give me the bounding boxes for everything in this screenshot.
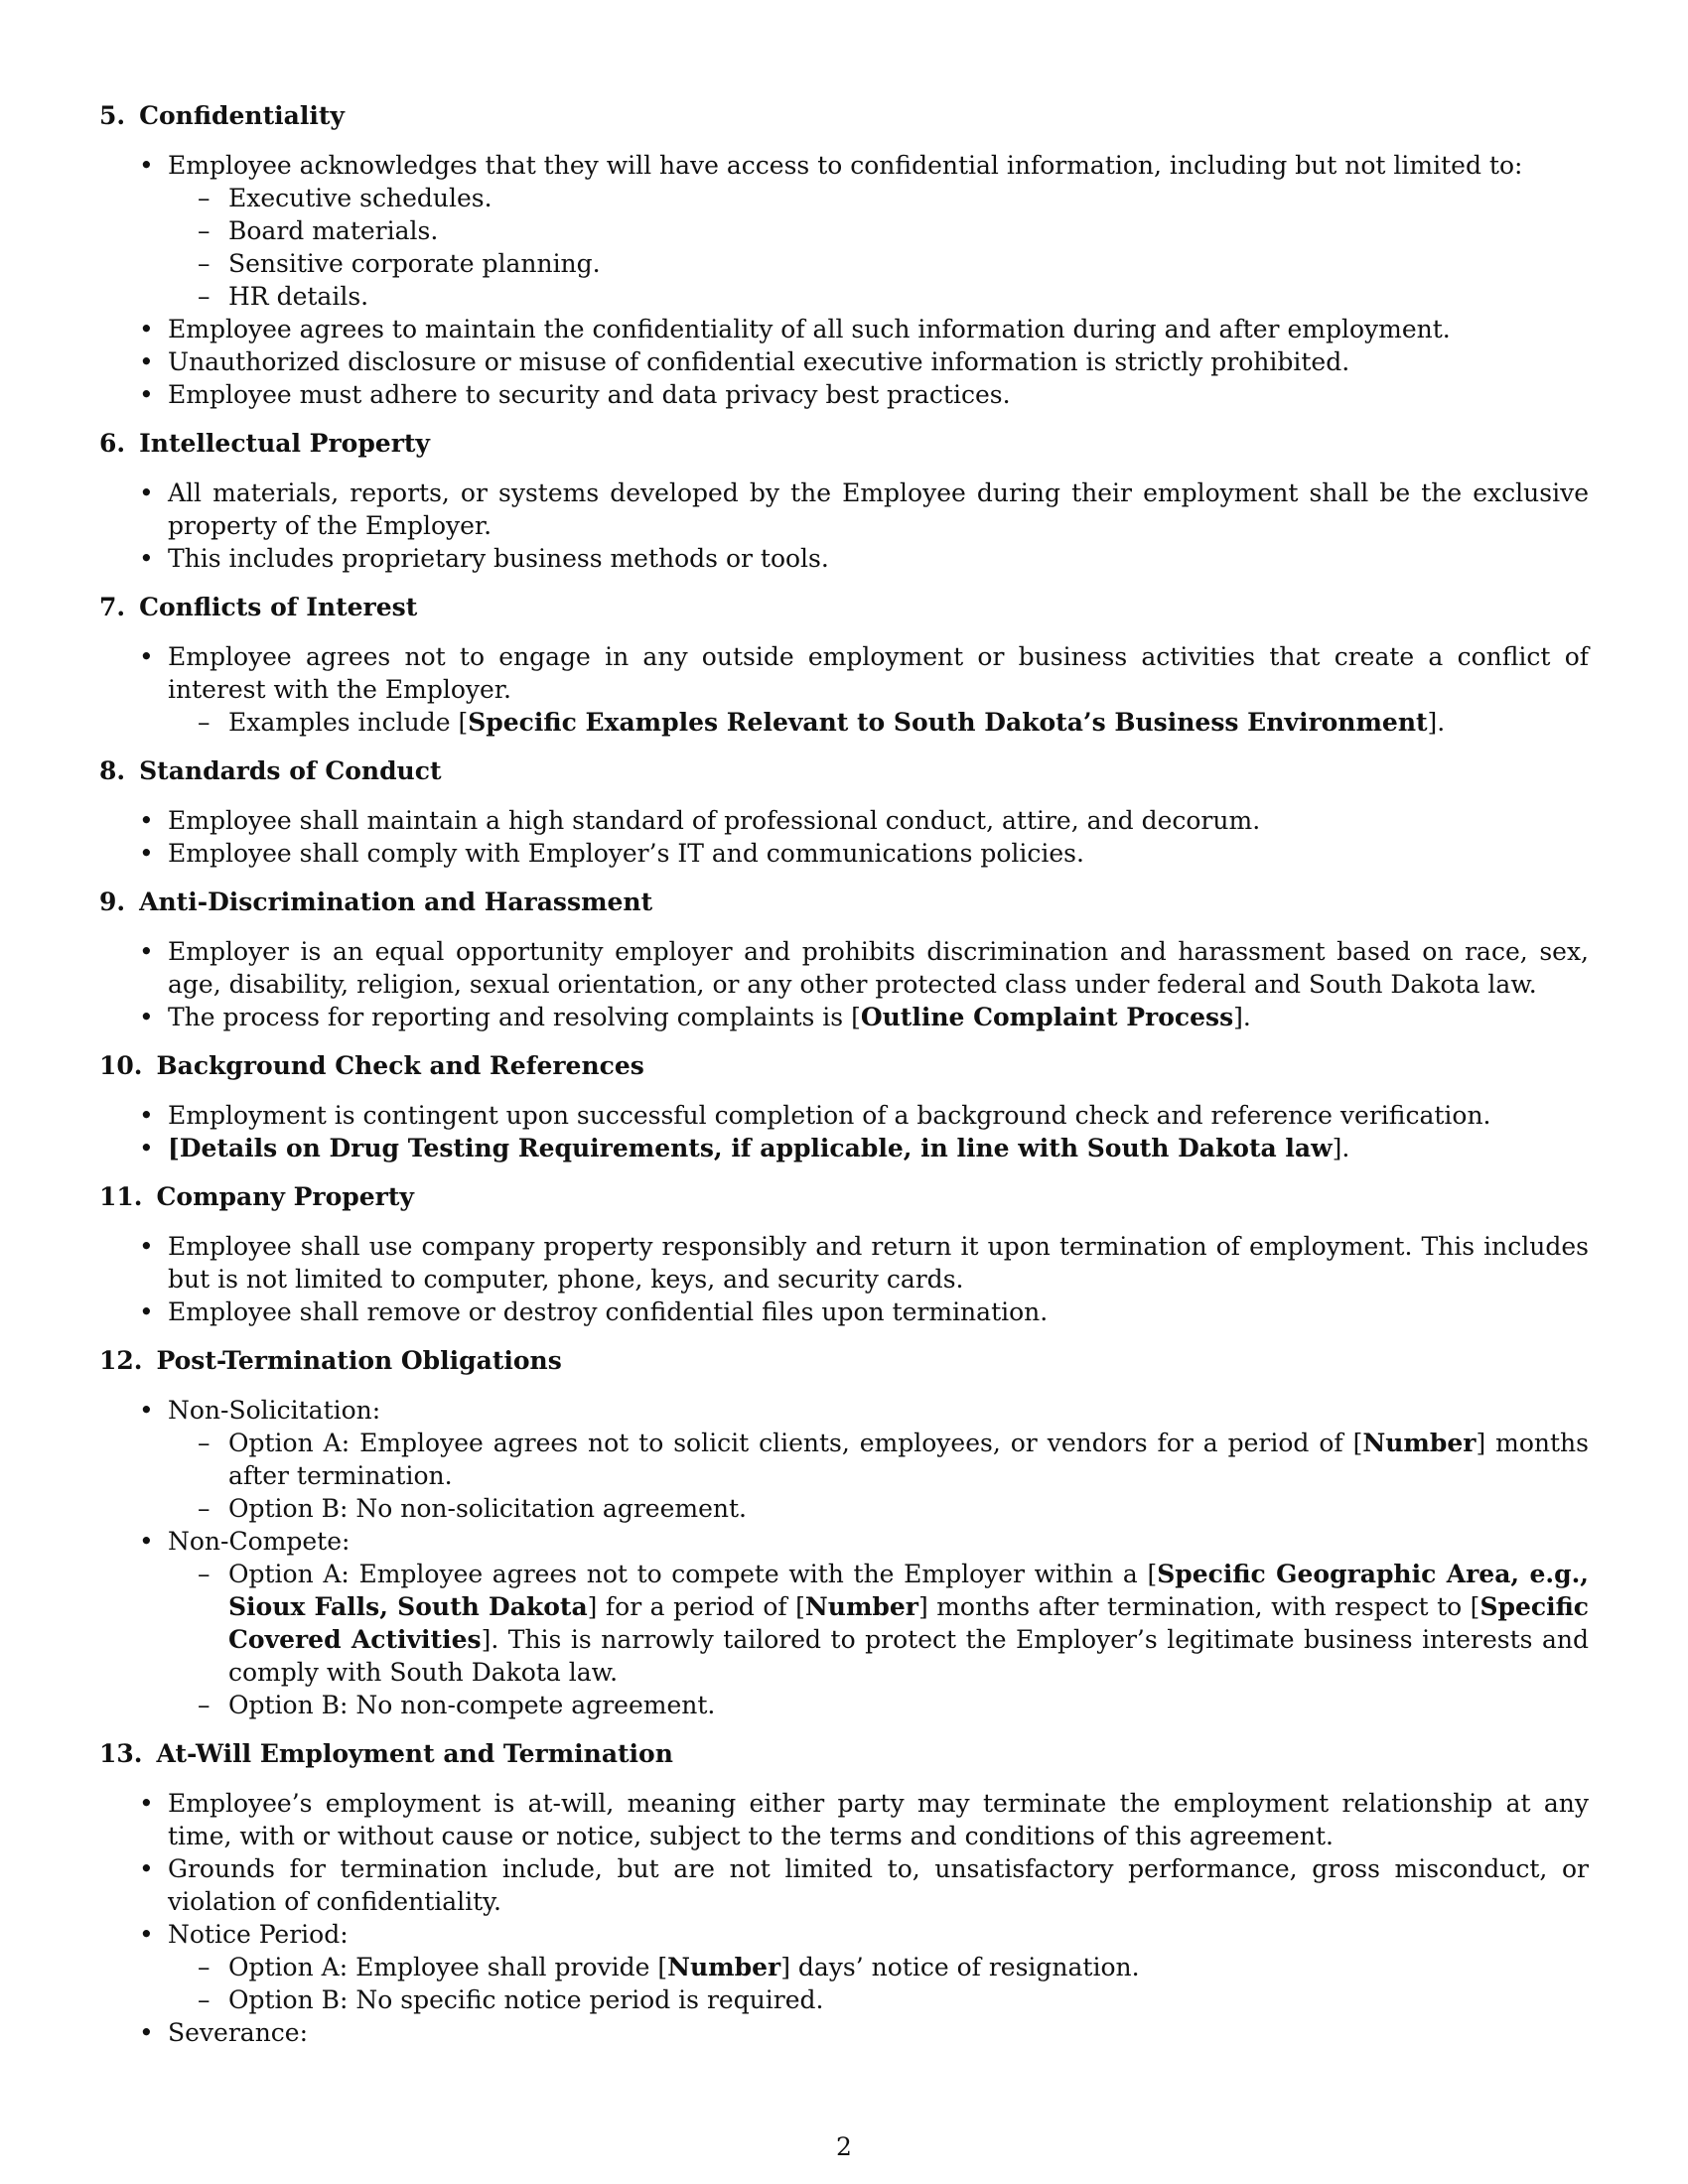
placeholder-text: Number [667, 1953, 781, 1981]
bullet-list [99, 1099, 1589, 1164]
list-item: • Employee’s employment is at-will, meaning either party may terminate the employment relationship at any time, with or without cause or notice, subject to the terms and conditions of this agreement. [99, 1787, 1589, 1852]
sub-item: – Option B: No specific notice period is required. [168, 1983, 1589, 2016]
list-item: • This includes proprietary business methods or tools. [99, 542, 1589, 575]
bullet-list [99, 1230, 1589, 1328]
section-intellectual-property [99, 427, 1589, 575]
sub-item: – Sensitive corporate planning. [168, 247, 1589, 280]
section-number: 9. [99, 887, 126, 916]
sub-item-text: Option A: Employee shall provide [ [228, 1953, 668, 1981]
section-number: 11. [99, 1182, 143, 1211]
sub-item [168, 1558, 1589, 1689]
placeholder-text: Details on Drug Testing Requirements, if applicable, in line with South Dakota law [179, 1134, 1333, 1162]
section-title: Intellectual Property [139, 429, 430, 458]
list-item [99, 640, 1589, 739]
list-item: • Employee shall remove or destroy confidential files upon termination. [99, 1296, 1589, 1328]
placeholder-text: Outline Complaint Process [860, 1003, 1234, 1031]
section-at-will-employment [99, 1737, 1589, 2049]
section-heading [99, 886, 1589, 918]
list-item [99, 1132, 1589, 1164]
section-number: 10. [99, 1051, 143, 1080]
list-item: • Grounds for termination include, but are not limited to, unsatisfactory performance, gross misconduct, or violation of confidentiality. [99, 1852, 1589, 1918]
sub-item: – HR details. [168, 280, 1589, 313]
section-heading [99, 99, 1589, 132]
section-title: At-Will Employment and Termination [156, 1739, 673, 1768]
section-anti-discrimination [99, 886, 1589, 1033]
section-heading [99, 754, 1589, 787]
document-page [99, 99, 1589, 2065]
sub-item: – Board materials. [168, 214, 1589, 247]
item-text: ]. [1332, 1134, 1350, 1162]
section-number: 13. [99, 1739, 143, 1768]
item-text: [ [168, 1134, 180, 1162]
list-item: • Employee agrees to maintain the confidentiality of all such information during and after employment. [99, 313, 1589, 345]
section-title: Anti-Discrimination and Harassment [139, 887, 653, 916]
sub-item-text: Examples include [ [228, 708, 469, 737]
bullet-list [99, 477, 1589, 575]
item-text: Employee acknowledges that they will have access to confidential information, including but not limited to: [168, 151, 1523, 180]
placeholder-text: Number [1362, 1429, 1477, 1457]
placeholder-text: Number [804, 1592, 918, 1621]
sub-item-text: Option A: Employee agrees not to solicit clients, employees, or vendors for a period of [ [228, 1429, 1363, 1457]
sub-list [168, 706, 1589, 739]
list-item: • All materials, reports, or systems developed by the Employee during their employment shall be the exclusive property of the Employer. [99, 477, 1589, 542]
sub-item [168, 1427, 1589, 1492]
section-title: Company Property [156, 1182, 414, 1211]
section-heading [99, 1344, 1589, 1377]
list-item: • Employee shall comply with Employer’s IT and communications policies. [99, 837, 1589, 870]
section-title: Standards of Conduct [139, 756, 442, 785]
item-text: • Employee agrees not to engage in any outside employment or business activities that create a conflict of interest with the Employer. [168, 642, 1589, 704]
section-heading [99, 1049, 1589, 1082]
section-heading [99, 1737, 1589, 1770]
sub-item [168, 1951, 1589, 1983]
section-number: 5. [99, 101, 126, 130]
sub-item-text: ] days’ notice of resignation. [780, 1953, 1140, 1981]
list-item [99, 149, 1589, 313]
sub-list [168, 1951, 1589, 2016]
placeholder-text: Specific Examples Relevant to South Dakota’s Business Environment [468, 708, 1428, 737]
sub-list [168, 1427, 1589, 1525]
sub-item-text: ] months after termination. [228, 1429, 1589, 1490]
list-item [99, 1001, 1589, 1033]
item-text: Non-Compete: [168, 1527, 351, 1556]
list-item: • Employer is an equal opportunity employer and prohibits discrimination and harassment based on race, sex, age, disability, religion, sexual orientation, or any other protected class under federal and South Dakota law. [99, 935, 1589, 1001]
list-item: • Employee shall use company property responsibly and return it upon termination of employment. This includes but is not limited to computer, phone, keys, and security cards. [99, 1230, 1589, 1296]
section-title: Background Check and References [156, 1051, 644, 1080]
sub-item: – Executive schedules. [168, 182, 1589, 214]
section-conflicts-of-interest [99, 591, 1589, 739]
item-text: The process for reporting and resolving complaints is [ [168, 1003, 861, 1031]
section-number: 8. [99, 756, 126, 785]
list-item: • Employee must adhere to security and data privacy best practices. [99, 378, 1589, 411]
sub-item [168, 706, 1589, 739]
list-item: • Unauthorized disclosure or misuse of confidential executive information is strictly prohibited. [99, 345, 1589, 378]
list-item: • Severance: [99, 2016, 1589, 2049]
sub-item-text: ] months after termination, with respect to [ [917, 1592, 1480, 1621]
list-item: • Employment is contingent upon successful completion of a background check and reference verification. [99, 1099, 1589, 1132]
sub-item-text: ] for a period of [ [587, 1592, 805, 1621]
sub-item-text: Option A: Employee agrees not to compete with the Employer within a [ [228, 1560, 1158, 1588]
list-item [99, 1525, 1589, 1721]
section-standards-of-conduct [99, 754, 1589, 870]
list-item [99, 1918, 1589, 2016]
placeholder-text: Specific Geographic Area, e.g., Sioux Falls, South Dakota [228, 1560, 1589, 1621]
section-title: Conflicts of Interest [139, 593, 418, 621]
item-text: Notice Period: [168, 1920, 349, 1949]
bullet-list [99, 1394, 1589, 1721]
section-title: Post-Termination Obligations [156, 1346, 562, 1375]
section-number: 12. [99, 1346, 143, 1375]
section-confidentiality [99, 99, 1589, 411]
bullet-list [99, 804, 1589, 870]
section-post-termination [99, 1344, 1589, 1721]
section-heading [99, 591, 1589, 623]
page-number: 2 [836, 2132, 852, 2161]
bullet-list [99, 1787, 1589, 2049]
item-text: Non-Solicitation: [168, 1396, 381, 1425]
section-heading [99, 1180, 1589, 1213]
section-title: Confidentiality [139, 101, 345, 130]
sub-item: – Option B: No non-compete agreement. [168, 1689, 1589, 1721]
bullet-list [99, 640, 1589, 739]
list-item: • Employee shall maintain a high standard of professional conduct, attire, and decorum. [99, 804, 1589, 837]
bullet-list [99, 149, 1589, 411]
sub-item-text: ]. This is narrowly tailored to protect the Employer’s legitimate business interests and comply with South Dakota law. [228, 1625, 1589, 1687]
sub-list [168, 182, 1589, 313]
section-background-check [99, 1049, 1589, 1164]
sub-item: – Option B: No non-solicitation agreement. [168, 1492, 1589, 1525]
placeholder-text: Specific Covered Activities [228, 1592, 1589, 1654]
sub-list [168, 1558, 1589, 1721]
sub-item-text: ]. [1427, 708, 1446, 737]
item-text: ]. [1233, 1003, 1251, 1031]
list-item [99, 1394, 1589, 1525]
section-number: 6. [99, 429, 126, 458]
section-company-property [99, 1180, 1589, 1328]
section-heading [99, 427, 1589, 460]
section-number: 7. [99, 593, 126, 621]
bullet-list [99, 935, 1589, 1033]
